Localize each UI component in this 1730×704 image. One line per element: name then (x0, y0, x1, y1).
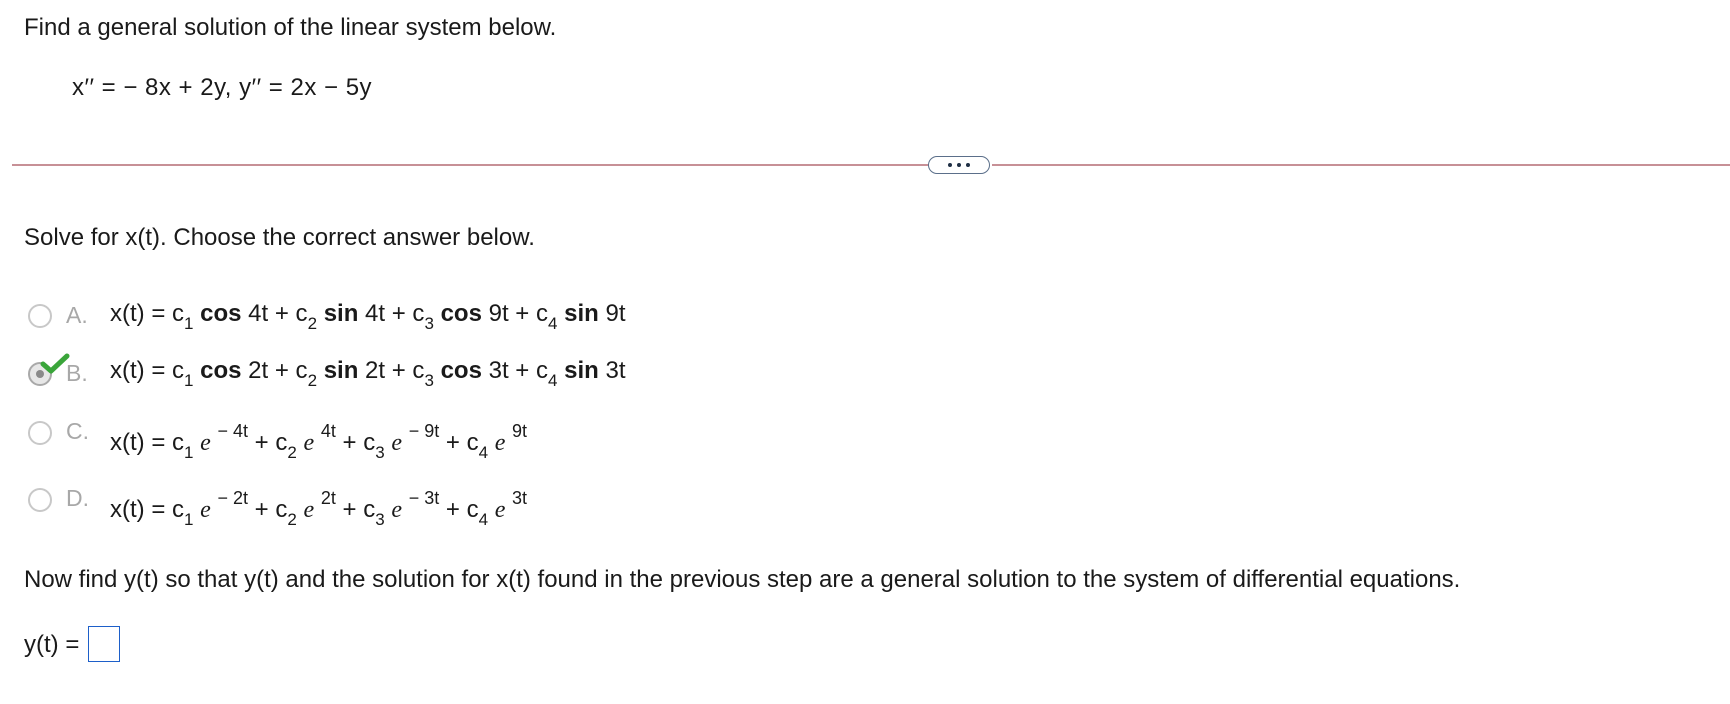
system-equation: x′′ = − 8x + 2y, y′′ = 2x − 5y (72, 74, 373, 101)
exponent: − 9t (408, 421, 440, 441)
func-cos: cos (440, 300, 482, 327)
exp-e: e (303, 497, 315, 523)
func-cos: cos (200, 300, 242, 327)
choice-b[interactable] (24, 357, 824, 407)
expr-text: x(t) = c (110, 357, 185, 384)
more-dot (948, 163, 952, 167)
more-button[interactable] (928, 156, 990, 174)
answer-input[interactable] (88, 626, 120, 662)
answer-label: y(t) = (24, 631, 80, 658)
expr-text: x(t) = c (110, 429, 185, 456)
divider (992, 164, 1730, 166)
exp-e: e (200, 497, 211, 523)
exp-e: e (303, 430, 315, 456)
subscript: 2 (287, 510, 297, 529)
func-sin: sin (323, 357, 359, 384)
exponent: − 3t (408, 488, 440, 508)
subscript: 3 (424, 314, 434, 333)
expr-text: + c (439, 429, 479, 456)
expr-text: 9t (598, 300, 626, 327)
choice-letter: B. (66, 360, 88, 386)
expr-text: + c (248, 429, 288, 456)
func-sin: sin (323, 300, 359, 327)
exp-e: e (200, 430, 211, 456)
choice-d-expression (110, 488, 528, 529)
subscript: 4 (547, 314, 558, 333)
subscript: 1 (184, 510, 194, 529)
func-cos: cos (440, 357, 482, 384)
part1-instruction: Solve for x(t). Choose the correct answer below. (24, 224, 535, 251)
expr-text: 3t (598, 357, 626, 384)
exp-e: e (391, 497, 403, 523)
subscript: 1 (184, 371, 194, 390)
exp-e: e (494, 497, 506, 523)
expr-text: x(t) = c (110, 496, 185, 523)
expr-text: 4t + c (358, 300, 425, 327)
exponent: 9t (512, 421, 528, 441)
subscript: 3 (424, 371, 434, 390)
choice-letter: C. (66, 418, 89, 444)
subscript: 2 (307, 371, 318, 390)
exp-e: e (391, 430, 403, 456)
exponent: 2t (320, 488, 336, 508)
func-sin: sin (564, 357, 599, 384)
subscript: 2 (287, 443, 297, 462)
divider (12, 164, 929, 166)
expr-text: + c (248, 496, 288, 523)
choice-letter: D. (66, 485, 89, 511)
subscript: 1 (184, 314, 194, 333)
subscript: 4 (478, 510, 489, 529)
expr-text: + c (439, 496, 479, 523)
expr-text: + c (335, 429, 376, 456)
exponent: 4t (320, 421, 336, 441)
func-cos: cos (200, 357, 242, 384)
choice-a[interactable] (24, 300, 824, 350)
subscript: 3 (375, 443, 385, 462)
subscript: 2 (307, 314, 318, 333)
part2-instruction: Now find y(t) so that y(t) and the solution for x(t) found in the previous step are a general solution to the system of differential equations. (24, 566, 1461, 593)
radio-button-c[interactable] (28, 421, 52, 445)
expr-text: + c (335, 496, 376, 523)
expr-text: 9t + c (481, 300, 548, 327)
choice-a-expression (110, 300, 626, 333)
subscript: 3 (375, 510, 385, 529)
expr-text: 2t + c (241, 357, 308, 384)
expr-text: 4t + c (241, 300, 308, 327)
subscript: 1 (184, 443, 194, 462)
choice-d[interactable] (24, 484, 824, 534)
radio-button-d[interactable] (28, 488, 52, 512)
exponent: 3t (512, 488, 528, 508)
question-prompt: Find a general solution of the linear system below. (24, 14, 557, 41)
exp-e: e (494, 430, 506, 456)
choice-c-expression (110, 421, 528, 462)
expr-text: 3t + c (481, 357, 548, 384)
choice-letter: A. (66, 302, 88, 328)
choice-b-expression (110, 357, 626, 390)
subscript: 4 (478, 443, 489, 462)
more-dot (957, 163, 961, 167)
expr-text: x(t) = c (110, 300, 185, 327)
subscript: 4 (547, 371, 558, 390)
expr-text: 2t + c (358, 357, 425, 384)
radio-button-a[interactable] (28, 304, 52, 328)
func-sin: sin (564, 300, 599, 327)
exponent: − 2t (217, 488, 249, 508)
more-dot (966, 163, 970, 167)
exponent: − 4t (217, 421, 249, 441)
choice-c[interactable] (24, 417, 824, 467)
